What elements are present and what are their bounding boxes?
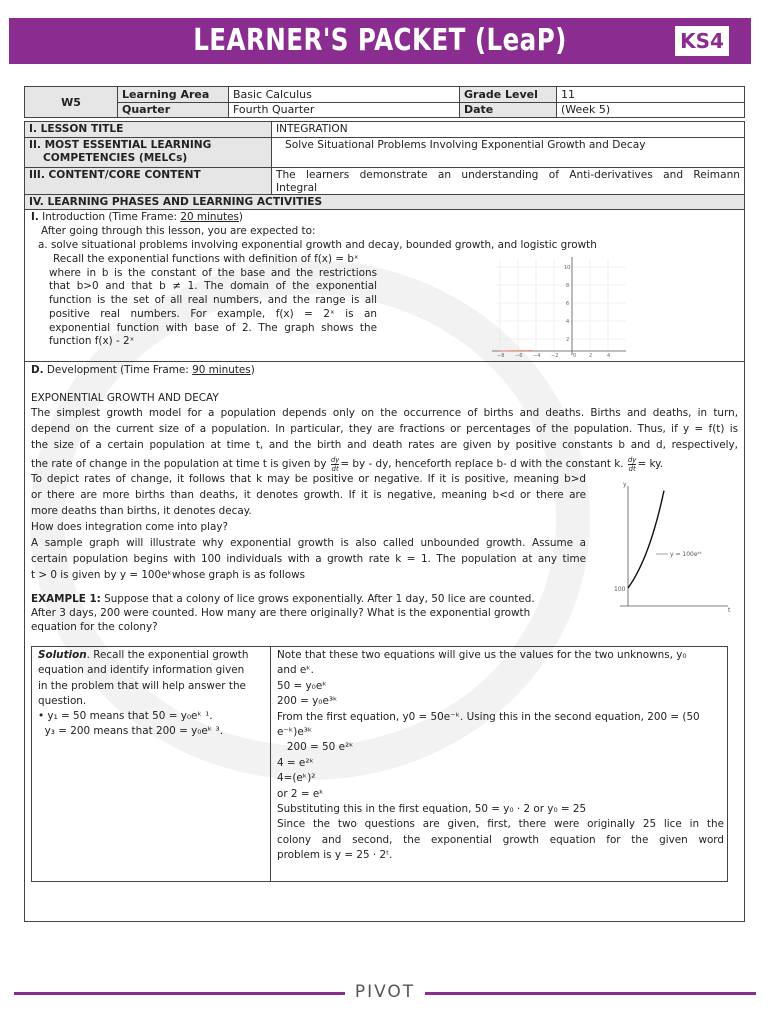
work-line: Substituting this in the first equation, 50 = y₀ · 2 or y₀ = 25 xyxy=(277,803,587,816)
work-line: 200 = 50 e²ᵏ xyxy=(277,741,354,754)
y-tick-label: 2 xyxy=(566,337,570,343)
work-line: 4 = e²ᵏ xyxy=(277,756,314,769)
solution-line: question. xyxy=(38,694,87,707)
solution-right xyxy=(277,648,724,864)
dev-time: 90 minutes xyxy=(192,364,251,376)
work-line: 200 = y₀e³ᵏ xyxy=(277,695,338,708)
recall-line: exponential function with base of 2. The graph shows the xyxy=(49,321,377,334)
rate-text: the rate of change in the population at time t is given by xyxy=(31,458,327,470)
paragraph-line: t > 0 is given by y = 100eᵏwhose graph is as follows xyxy=(31,569,305,581)
content-value xyxy=(271,167,745,195)
x-tick-label: −4 xyxy=(533,353,541,359)
dy-dt-fraction-2 xyxy=(628,456,637,473)
pivot-logo: PIVOT xyxy=(345,978,425,1006)
rate-text-2: = by - dy, henceforth replace b- d with the constant k. xyxy=(340,458,624,470)
x-tick-label: −8 xyxy=(497,353,505,359)
example-line1 xyxy=(31,592,571,606)
solution-line1 xyxy=(38,648,266,663)
example-label: EXAMPLE 1: xyxy=(31,593,101,605)
intro-recall xyxy=(49,253,377,349)
example-text: Suppose that a colony of lice grows exponentially. After 1 day, 50 lice are counted. xyxy=(100,593,535,605)
content-line2: Integral xyxy=(276,182,318,194)
x-axis-label: t xyxy=(728,607,731,614)
solution-line: y₃ = 200 means that 200 = y₀eᵏ ³. xyxy=(38,725,224,738)
frac-den: dt xyxy=(331,464,339,473)
y-axis-label: y xyxy=(623,481,627,488)
frac-num: dy xyxy=(330,455,340,464)
frac-num: dy xyxy=(627,455,637,464)
paragraph-line: the size of a certain population at time t, and the birth and death rates are given by positive constants b and d, respectively, xyxy=(31,439,738,451)
solution-line: equation and identify information given xyxy=(38,664,245,677)
work-line: colony and second, the exponential growth equation for the given word xyxy=(277,833,724,846)
x-tick-label: −2 xyxy=(551,353,559,359)
example-line: equation for the colony? xyxy=(31,621,158,633)
rates-paragraph xyxy=(31,471,586,583)
rate-text-3: = ky. xyxy=(637,458,664,470)
dev-heading-prefix: D. xyxy=(31,364,44,376)
frac-den: dt xyxy=(628,464,636,473)
example-line: After 3 days, 200 were counted. How many are there originally? What is the exponential growth xyxy=(31,607,531,619)
x-tick-label: 4 xyxy=(607,353,611,359)
dev-heading-text: Development (Time Frame: xyxy=(43,364,193,376)
development-heading xyxy=(31,362,255,378)
quarter-label: Quarter xyxy=(118,102,229,118)
y-tick-label: 8 xyxy=(566,283,570,289)
work-line: 4=(eᵏ)² xyxy=(277,772,316,785)
recall-line: Recall the exponential functions with definition of f(x) = bˣ xyxy=(53,253,359,265)
lesson-title-value: INTEGRATION xyxy=(271,121,745,138)
work-line: Since the two questions are given, first, there were originally 25 lice in the xyxy=(277,818,724,831)
work-line: 50 = y₀eᵏ xyxy=(277,679,327,692)
paragraph-line: A sample graph will illustrate why exponential growth is also called unbounded growth. Assume a xyxy=(31,537,586,549)
x-tick-label: 2 xyxy=(589,353,593,359)
grade-level-label: Grade Level xyxy=(460,87,557,103)
week-label: W5 xyxy=(25,87,118,118)
work-line: Note that these two equations will give us the values for the two unknowns, y₀ xyxy=(277,649,687,661)
melc-value: Solve Situational Problems Involving Exponential Growth and Decay xyxy=(271,137,745,168)
solution-label: Solution xyxy=(38,649,87,661)
recall-line: where in b is the constant of the base and the restrictions xyxy=(49,266,377,279)
recall-line: function is the set of all real numbers, and the range is all xyxy=(49,294,377,307)
melc-label-line2: COMPETENCIES (MELCs) xyxy=(43,152,188,164)
intro-heading-prefix: I. xyxy=(31,211,39,223)
recall-line: function f(x) - 2ˣ xyxy=(49,335,135,348)
lesson-title-label: I. LESSON TITLE xyxy=(24,121,272,138)
work-line: From the first equation, y0 = 50e⁻ᵏ. Using this in the second equation, 200 = (50 xyxy=(277,710,700,723)
date-label: Date xyxy=(460,102,557,118)
solution-left xyxy=(38,648,266,740)
dy-dt-fraction xyxy=(331,456,340,473)
intro-heading-end: ) xyxy=(238,211,243,223)
work-line: e⁻ᵏ)e³ᵏ xyxy=(277,726,313,739)
solution-text: . Recall the exponential growth xyxy=(86,649,249,661)
start-label: 100 xyxy=(614,586,626,593)
y-tick-label: 6 xyxy=(566,301,570,307)
melc-label xyxy=(24,137,272,168)
paragraph-line: or there are more births than deaths, it denotes growth. If it is negative, meaning b<d or there are xyxy=(31,489,586,501)
intro-heading-text: Introduction (Time Frame: xyxy=(38,211,181,223)
solution-divider xyxy=(270,646,271,882)
paragraph-line: depend on the current size of a population. In particular, they are fractions or percentages of the population. Thus, if y = f(t) is xyxy=(31,423,738,435)
y-tick-label: 10 xyxy=(564,265,571,271)
learning-area-label: Learning Area xyxy=(118,87,229,103)
work-line: problem is y = 25 · 2ᵗ. xyxy=(277,849,393,862)
example-1 xyxy=(31,592,571,634)
solution-line: in the problem that will help answer the xyxy=(38,679,246,692)
melc-label-line1: II. MOST ESSENTIAL LEARNING xyxy=(29,139,212,151)
intro-line2: a. solve situational problems involving exponential growth and decay, bounded growth, and logistic growth xyxy=(38,239,597,251)
grade-level-value: 11 xyxy=(557,87,745,103)
paragraph-line: more deaths than births, it denotes decay. xyxy=(31,505,252,517)
work-line: or 2 = eᵏ xyxy=(277,787,324,800)
banner-title: LEARNER'S PACKET (LeaP) xyxy=(193,23,567,58)
paragraph-line: certain population begins with 100 individuals with a growth rate k = 1. The population at any time xyxy=(31,553,586,565)
growth-curve xyxy=(628,491,664,588)
recall-line: positive real numbers. For example, f(x) = 2ˣ is an xyxy=(49,307,377,320)
work-line: and eᵏ. xyxy=(277,664,314,677)
section-title: EXPONENTIAL GROWTH AND DECAY xyxy=(31,392,219,404)
x-tick-label: 0 xyxy=(573,353,577,359)
recall-line: that b>0 and that b ≠ 1. The domain of the exponential xyxy=(49,280,377,293)
info-table xyxy=(24,86,745,118)
paragraph-line: To depict rates of change, it follows that k may be positive or negative. If it is positive, meaning b>d xyxy=(31,473,586,485)
solution-line: • y₁ = 50 means that 50 = y₀eᵏ ¹. xyxy=(38,710,213,723)
intro-time: 20 minutes xyxy=(180,211,239,223)
content-line1: The learners demonstrate an understanding of Anti-derivatives and Reimann xyxy=(276,169,740,181)
x-tick-label: −6 xyxy=(515,353,523,359)
quarter-value: Fourth Quarter xyxy=(229,102,460,118)
header-banner xyxy=(9,18,751,64)
intro-line1: After going through this lesson, you are expected to: xyxy=(41,225,316,237)
growth-paragraph xyxy=(31,405,738,475)
ks4-badge: KS4 xyxy=(675,26,729,56)
paragraph-line: The simplest growth model for a population depends only on the occurrence of births and deaths. Births and deaths, in turn, xyxy=(31,407,738,419)
date-value: (Week 5) xyxy=(557,102,745,118)
phases-label: IV. LEARNING PHASES AND LEARNING ACTIVITIES xyxy=(24,194,745,210)
paragraph-line: How does integration come into play? xyxy=(31,521,229,533)
growth-graph xyxy=(598,476,736,614)
y-tick-label: 4 xyxy=(566,319,570,325)
content-label: III. CONTENT/CORE CONTENT xyxy=(24,167,272,195)
curve-label: y = 100eᵏᵗ xyxy=(670,551,702,558)
dev-heading-end: ) xyxy=(250,364,255,376)
exponential-graph xyxy=(488,253,630,359)
learning-area-value: Basic Calculus xyxy=(229,87,460,103)
